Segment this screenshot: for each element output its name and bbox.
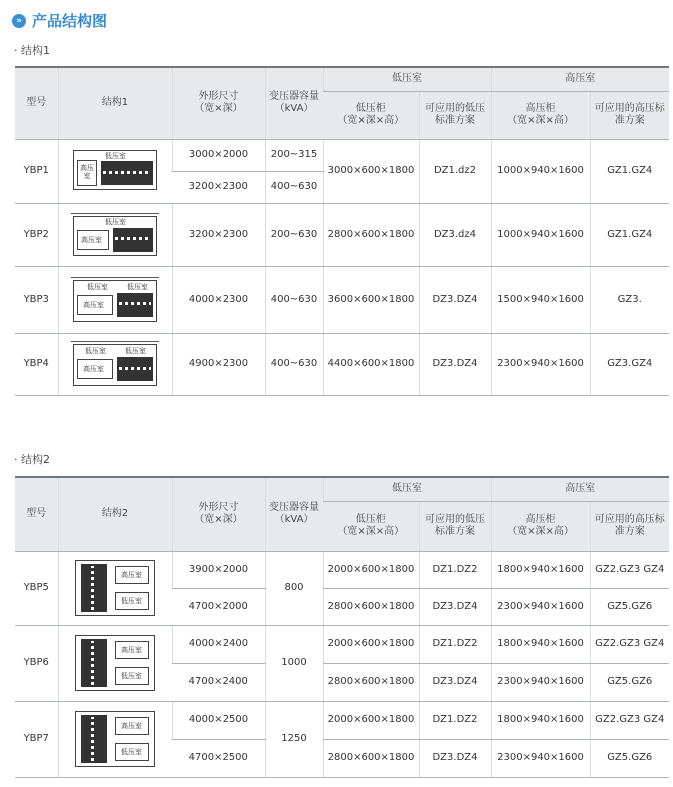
model-cell: YBP5 [15,551,58,625]
model-cell: YBP1 [15,139,58,203]
hv-cabinet-cell: 1800×940×1600 [491,625,590,663]
size-cell: 4000×2400 [172,625,265,663]
hv-scheme-cell: GZ5.GZ6 [590,739,669,777]
table-row [15,266,669,333]
lv-cabinet-cell: 2000×600×1800 [323,551,419,588]
hv-scheme-cell: GZ1.GZ4 [590,203,669,266]
lv-scheme-cell: DZ3.DZ4 [419,739,491,777]
lv-cabinet-cell: 2800×600×1800 [323,663,419,701]
size-cell: 4900×2300 [172,333,265,395]
section-bullet-icon: » [12,14,26,28]
table-row [15,625,669,663]
hv-scheme-cell: GZ3. [590,266,669,333]
header-lv-room: 低压室 [323,477,491,501]
header-hv-scheme: 可应用的高压标准方案 [590,91,669,139]
structure-diagram-ybp2: 低压室 高压室 [58,203,172,266]
transformer-icon [117,293,153,317]
model-cell: YBP2 [15,203,58,266]
transformer-icon [81,639,107,687]
size-cell: 4000×2300 [172,266,265,333]
size-cell: 3000×2000 [172,139,265,171]
header-lv-cabinet: 低压柜 （宽×深×高） [323,91,419,139]
transformer-icon [113,228,153,252]
size-cell: 4700×2000 [172,588,265,625]
header-capacity: 变压器容量 （kVA） [265,67,323,139]
hv-scheme-cell: GZ5.GZ6 [590,663,669,701]
hv-scheme-cell: GZ1.GZ4 [590,139,669,203]
table-row [15,333,669,395]
structure-diagram-ybp7: 高压室 低压室 [58,701,172,777]
structure-diagram-ybp5: 高压室 低压室 [58,551,172,625]
hv-cabinet-cell: 1000×940×1600 [491,203,590,266]
transformer-icon [81,564,107,612]
model-cell: YBP4 [15,333,58,395]
hv-scheme-cell: GZ5.GZ6 [590,588,669,625]
page-title-row [12,10,107,31]
lv-scheme-cell: DZ3.dz4 [419,203,491,266]
header-lv-room: 低压室 [323,67,491,91]
structure-diagram-ybp6: 高压室 低压室 [58,625,172,701]
structure-diagram-ybp3: 低压室 低压室 高压室 [58,266,172,333]
size-cell: 4000×2500 [172,701,265,739]
header-hv-cabinet: 高压柜 （宽×深×高） [491,501,590,551]
hv-cabinet-cell: 2300×940×1600 [491,663,590,701]
capacity-cell: 1250 [265,701,323,777]
header-hv-room: 高压室 [491,67,669,91]
table-row [15,701,669,739]
section1-label: · 结构1 [14,44,50,57]
table-row [15,139,669,171]
header-hv-room: 高压室 [491,477,669,501]
capacity-cell: 400~630 [265,333,323,395]
structure2-table [15,476,669,778]
lv-scheme-cell: DZ1.DZ2 [419,701,491,739]
lv-cabinet-cell: 4400×600×1800 [323,333,419,395]
table-row [15,551,669,588]
hv-cabinet-cell: 1800×940×1600 [491,701,590,739]
hv-scheme-cell: GZ3.GZ4 [590,333,669,395]
model-cell: YBP6 [15,625,58,701]
transformer-icon [81,715,107,763]
size-cell: 3200×2300 [172,203,265,266]
model-cell: YBP7 [15,701,58,777]
size-cell: 4700×2500 [172,739,265,777]
lv-cabinet-cell: 3000×600×1800 [323,139,419,203]
capacity-cell: 200~315 [265,139,323,171]
structure-diagram-ybp4: 低压室 低压室 高压室 [58,333,172,395]
size-cell: 4700×2400 [172,663,265,701]
capacity-cell: 800 [265,551,323,625]
capacity-cell: 200~630 [265,203,323,266]
model-cell: YBP3 [15,266,58,333]
size-cell: 3900×2000 [172,551,265,588]
capacity-cell: 400~630 [265,171,323,203]
capacity-cell: 400~630 [265,266,323,333]
table-row [15,203,669,266]
lv-scheme-cell: DZ3.DZ4 [419,588,491,625]
header-outer-size: 外形尺寸 （宽×深） [172,477,265,551]
header-hv-scheme: 可应用的高压标准方案 [590,501,669,551]
hv-cabinet-cell: 2300×940×1600 [491,333,590,395]
lv-scheme-cell: DZ1.DZ2 [419,625,491,663]
header-hv-cabinet: 高压柜 （宽×深×高） [491,91,590,139]
lv-cabinet-cell: 3600×600×1800 [323,266,419,333]
header-capacity: 变压器容量 （kVA） [265,477,323,551]
lv-scheme-cell: DZ3.DZ4 [419,333,491,395]
header-model: 型号 [15,67,58,139]
lv-cabinet-cell: 2800×600×1800 [323,588,419,625]
header-lv-cabinet: 低压柜 （宽×深×高） [323,501,419,551]
page-title: 产品结构图 [32,12,108,30]
hv-scheme-cell: GZ2.GZ3 GZ4 [590,551,669,588]
header-lv-scheme: 可应用的低压标准方案 [419,501,491,551]
structure1-table [15,66,669,396]
lv-cabinet-cell: 2000×600×1800 [323,625,419,663]
transformer-icon [117,357,153,381]
hv-cabinet-cell: 1500×940×1600 [491,266,590,333]
hv-cabinet-cell: 1800×940×1600 [491,551,590,588]
lv-cabinet-cell: 2000×600×1800 [323,701,419,739]
header-structure: 结构1 [58,67,172,139]
hv-cabinet-cell: 2300×940×1600 [491,739,590,777]
lv-scheme-cell: DZ3.DZ4 [419,663,491,701]
hv-scheme-cell: GZ2.GZ3 GZ4 [590,701,669,739]
size-cell: 3200×2300 [172,171,265,203]
transformer-icon [101,161,153,185]
lv-scheme-cell: DZ3.DZ4 [419,266,491,333]
header-outer-size: 外形尺寸 （宽×深） [172,67,265,139]
capacity-cell: 1000 [265,625,323,701]
hv-cabinet-cell: 1000×940×1600 [491,139,590,203]
lv-cabinet-cell: 2800×600×1800 [323,739,419,777]
header-lv-scheme: 可应用的低压标准方案 [419,91,491,139]
lv-scheme-cell: DZ1.dz2 [419,139,491,203]
header-structure: 结构2 [58,477,172,551]
section2-label: · 结构2 [14,453,50,466]
header-model: 型号 [15,477,58,551]
lv-scheme-cell: DZ1.DZ2 [419,551,491,588]
lv-cabinet-cell: 2800×600×1800 [323,203,419,266]
hv-cabinet-cell: 2300×940×1600 [491,588,590,625]
structure-diagram-ybp1: 低压室 高压室 [58,139,172,203]
hv-scheme-cell: GZ2.GZ3 GZ4 [590,625,669,663]
